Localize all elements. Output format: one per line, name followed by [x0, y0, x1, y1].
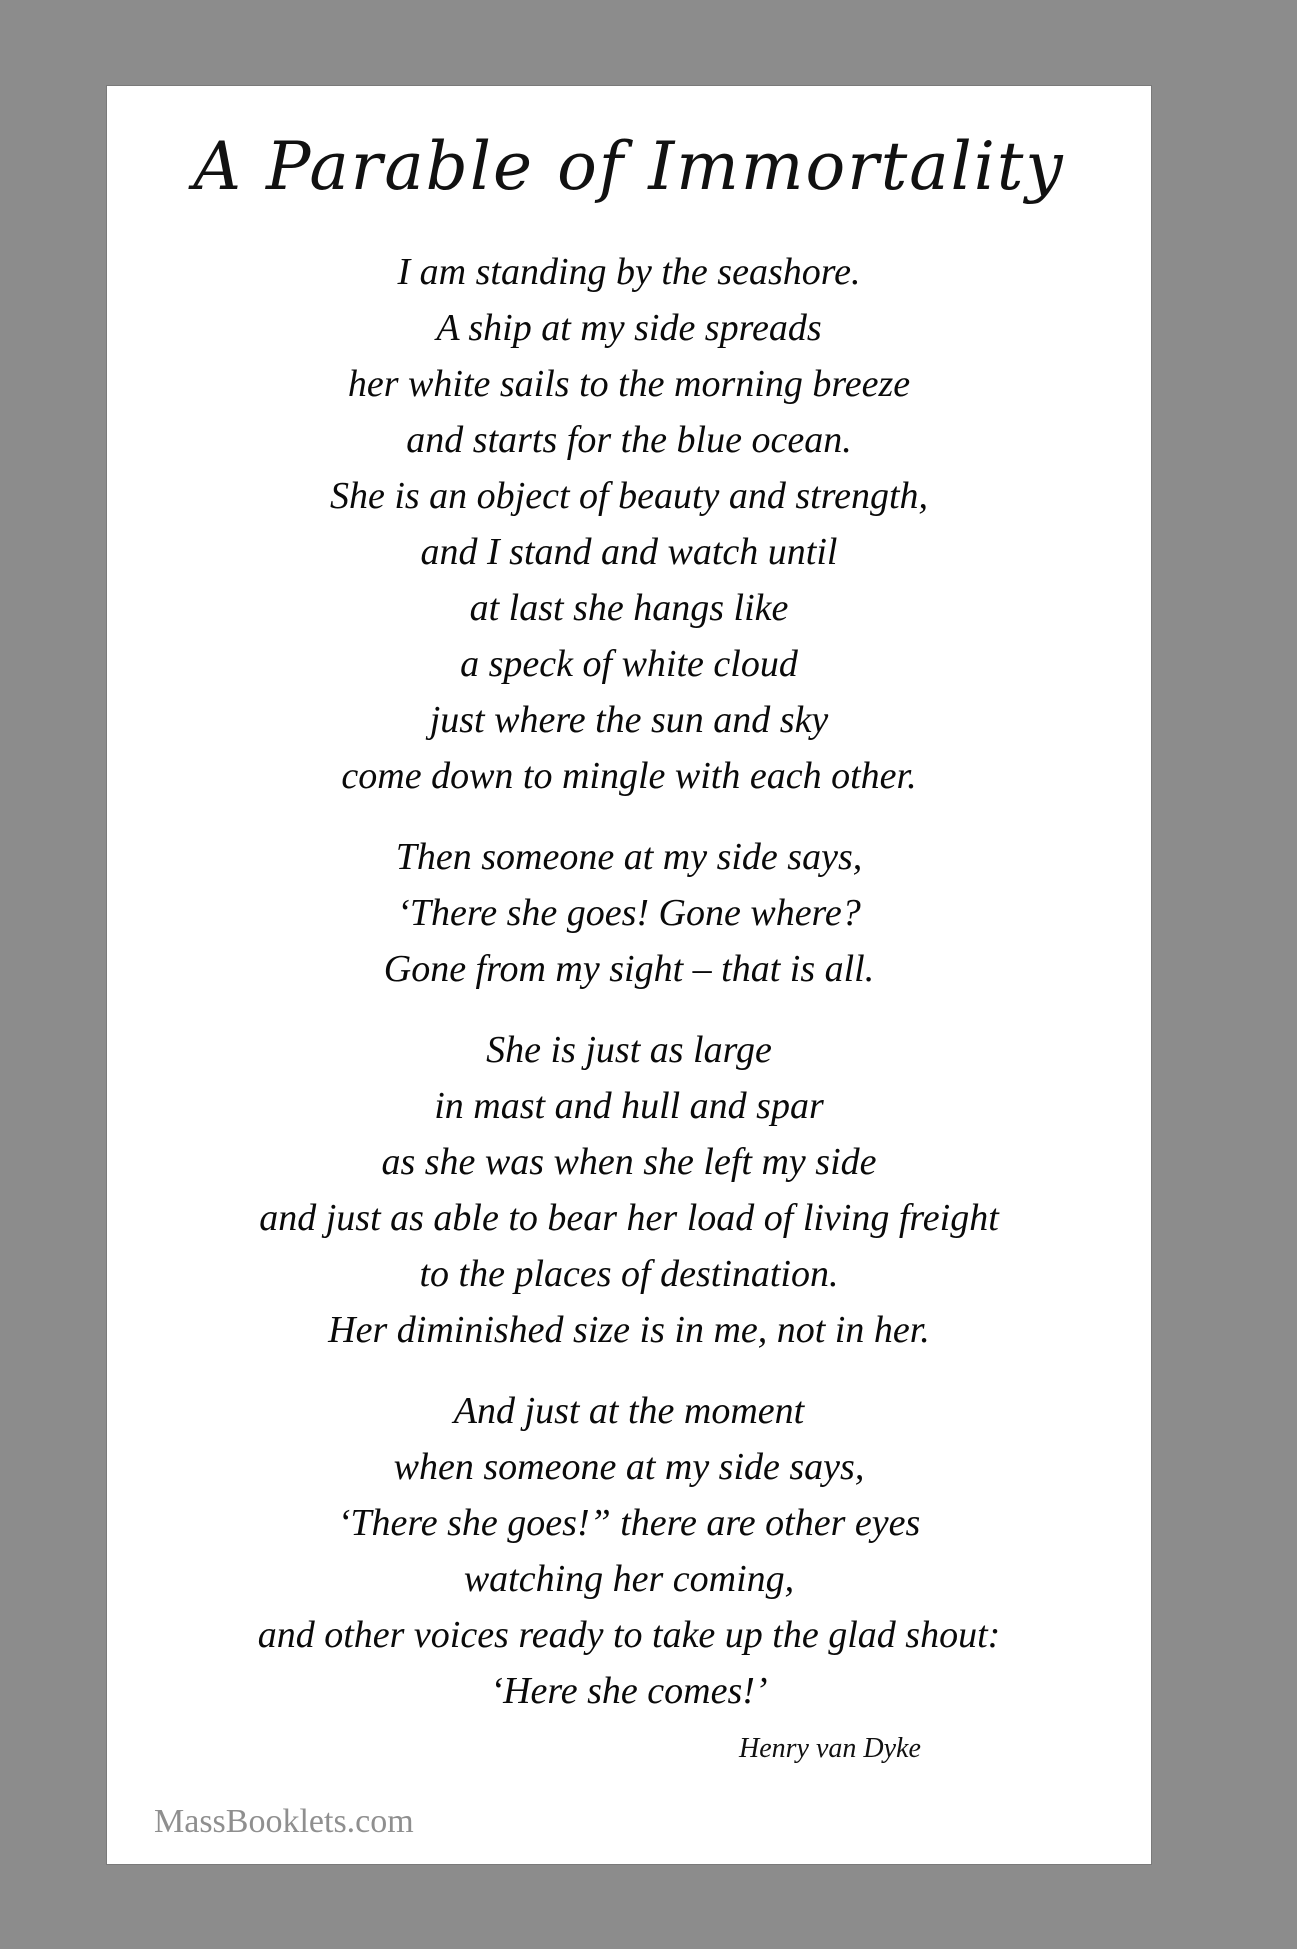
poem-body [107, 244, 1151, 1744]
poem-line: ‘There she goes! Gone where? [397, 892, 861, 934]
poem-line: She is just as large [486, 1029, 772, 1071]
author-attribution: Henry van Dyke [739, 1733, 921, 1764]
poem-line: And just at the moment [453, 1390, 805, 1432]
poem-line: Gone from my sight – that is all. [383, 948, 875, 990]
poem-line: watching her coming, [463, 1558, 795, 1600]
stanza-2 [107, 829, 1151, 997]
poem-line: come down to mingle with each other. [341, 755, 917, 797]
poem-line: when someone at my side says, [393, 1446, 865, 1488]
poem-line: to the places of destination. [419, 1253, 839, 1295]
poem-line: and other voices ready to take up the glad shout: [257, 1614, 1001, 1656]
poem-title: A Parable of Immortality [193, 128, 1065, 205]
poem-line: She is an object of beauty and strength, [329, 475, 929, 517]
poem-line: a speck of white cloud [460, 643, 798, 685]
poem-line: and I stand and watch until [420, 531, 838, 573]
poem-line: Her diminished size is in me, not in her. [328, 1309, 930, 1351]
poem-line: at last she hangs like [469, 587, 789, 629]
poem-line: I am standing by the seashore. [397, 251, 861, 293]
stanza-3 [107, 1022, 1151, 1358]
stanza-4 [107, 1383, 1151, 1719]
poem-line: just where the sun and sky [429, 699, 829, 741]
watermark: MassBooklets.com [154, 1803, 414, 1840]
poem-line: and starts for the blue ocean. [406, 419, 852, 461]
poem-line: ‘There she goes!” there are other eyes [337, 1502, 921, 1544]
poem-line: A ship at my side spreads [436, 307, 822, 349]
poem-line: ‘Here she comes!’ [490, 1670, 768, 1712]
poem-line: and just as able to bear her load of living freight [259, 1197, 999, 1239]
poem-line: her white sails to the morning breeze [347, 363, 911, 405]
prayer-card [107, 86, 1151, 1864]
poem-line: in mast and hull and spar [434, 1085, 824, 1127]
poem-line: Then someone at my side says, [395, 836, 863, 878]
stanza-1 [107, 244, 1151, 804]
poem-line: as she was when she left my side [381, 1141, 877, 1183]
